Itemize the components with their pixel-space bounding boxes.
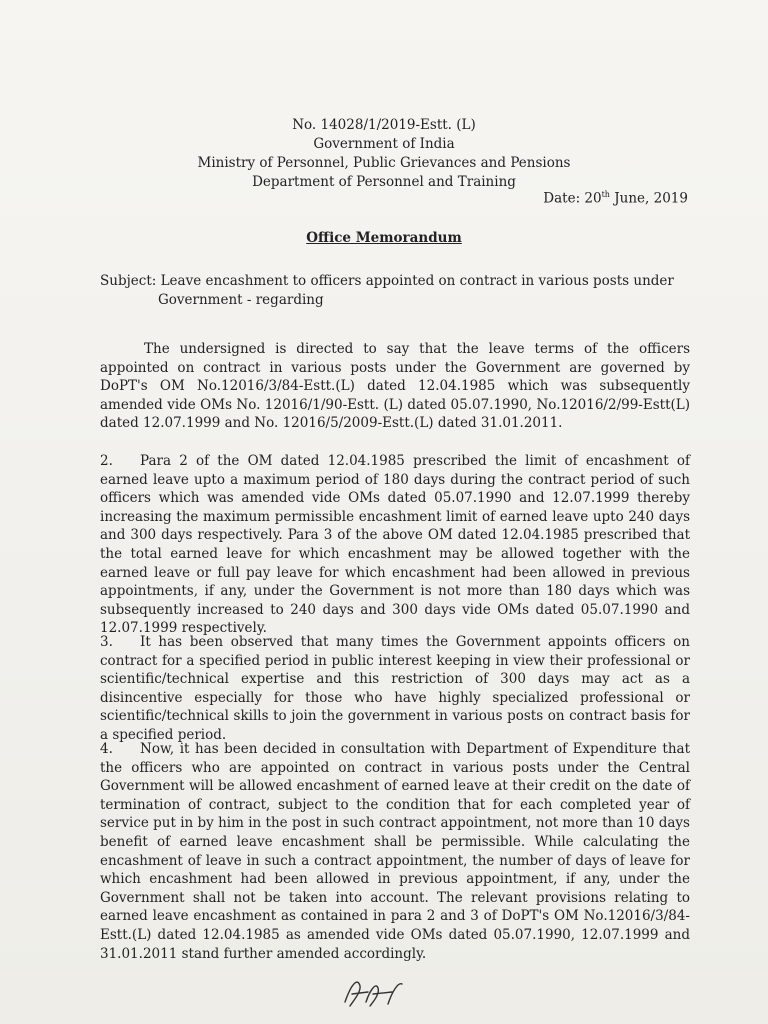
paragraph-2-text: Para 2 of the OM dated 12.04.1985 prescribed the limit of encashment of earned leave upto a maximum period of 180 days during the contract period of such officers which was amended vide OMs dated 05.07.1990 and 12.07.1999 thereby increasing the maximum permissible encashment limit of earned leave upto 240 days and 300 days respectively. Para 3 of the above OM dated 12.04.1985 prescribed that the total earned leave for which encashment may be allowed together with the earned leave or full pay leave for which encashment had been allowed in previous appointments, if any, under the Government is not more than 180 days which was subsequently increased to 240 days and 300 days vide OMs dated 05.07.1990 and 12.07.1999 respectively. [100, 453, 690, 637]
subject-label: Subject: [100, 273, 161, 289]
memo-header [0, 116, 768, 192]
signature-icon [340, 972, 410, 1012]
subject-line-1: Leave encashment to officers appointed on contract in various posts under [160, 273, 674, 289]
date-suffix: June, 2019 [609, 190, 688, 207]
subject-line-2: Government - regarding [158, 292, 324, 308]
paragraph-2-number: 2. [100, 453, 113, 469]
memo-subject [100, 272, 690, 310]
paragraph-4-number: 4. [100, 741, 113, 757]
page-title: Office Memorandum [306, 230, 462, 246]
paragraph-3 [100, 633, 690, 745]
memo-date [543, 190, 688, 207]
paragraph-2 [100, 452, 690, 638]
paragraph-4-text: Now, it has been decided in consultation with Department of Expenditure that the officers who are appointed on contract in various posts under the Central Government will be allowed encashment of earned leave at their credit on the date of termination of contract, subject to the condition that for each completed year of service put in by him in the post in such contract appointment, not more than 10 days benefit of earned leave encashment shall be permissible. While calculating the encashment of leave in such a contract appointment, the number of days of leave for which encashment had been allowed in previous appointment, if any, under the Government shall not be taken into account. The relevant provisions relating to earned leave encashment as contained in para 2 and 3 of DoPT's OM No.12016/3/84-Estt.(L) dated 12.04.1985 as amended vide OMs dated 05.07.1990, 12.07.1999 and 31.01.2011 stand further amended accordingly. [100, 741, 690, 962]
date-ordinal: th [601, 190, 610, 199]
department-name: Department of Personnel and Training [252, 174, 516, 190]
government-name: Government of India [313, 136, 455, 152]
date-prefix: Date: 20 [543, 190, 602, 207]
paragraph-1 [100, 340, 690, 433]
ministry-name: Ministry of Personnel, Public Grievances and Pensions [197, 155, 571, 171]
paragraph-1-text: The undersigned is directed to say that the leave terms of the officers appointed on contract in various posts under the Government are governed by DoPT's OM No.12016/3/84-Estt.(L) dated 12.04.1985 which was subsequently amended vide OMs No. 12016/1/90-Estt. (L) dated 05.07.1990, No.12016/2/99-Estt(L) dated 12.07.1999 and No. 12016/5/2009-Estt.(L) dated 31.01.2011. [100, 341, 690, 432]
paragraph-3-text: It has been observed that many times the Government appoints officers on contract for a specified period in public interest keeping in view their professional or scientific/technical expertise and this restriction of 300 days may act as a disincentive especially for those who have highly specialized professional or scientific/technical skills to join the government in various posts on contract basis for a specified period. [100, 634, 690, 743]
memo-number: No. 14028/1/2019-Estt. (L) [292, 117, 476, 133]
paragraph-4 [100, 740, 690, 963]
signature-mark [340, 972, 410, 1012]
paragraph-3-number: 3. [100, 634, 113, 650]
